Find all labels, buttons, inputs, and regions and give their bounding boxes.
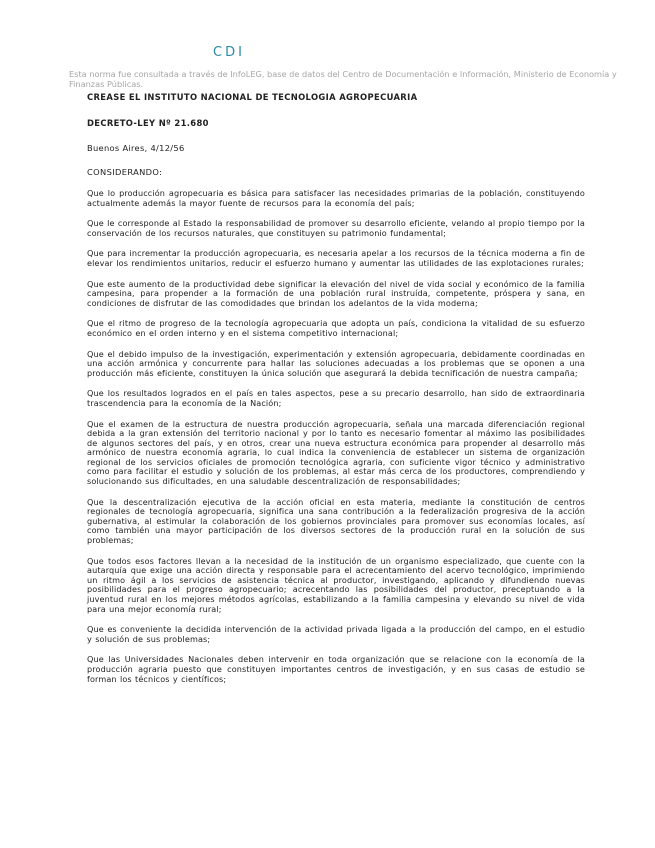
paragraph: Que es conveniente la decidida intervención de la actividad privada ligada a la producción del campo, en el estudio y solución de sus problemas; xyxy=(87,624,585,644)
decree-body xyxy=(87,92,585,695)
cdi-logo: CDI xyxy=(213,45,245,60)
considerando-heading: CONSIDERANDO: xyxy=(87,167,163,177)
decree-title: CREASE EL INSTITUTO NACIONAL DE TECNOLOGIA AGROPECUARIA xyxy=(87,92,418,102)
decree-number: DECRETO-LEY Nº 21.680 xyxy=(87,118,209,128)
paragraph: Que los resultados logrados en el país en tales aspectos, pese a su precario desarrollo, han sido de extraordinaria trascendencia para la economía de la Nación; xyxy=(87,388,585,408)
place-date: Buenos Aires, 4/12/56 xyxy=(87,143,185,153)
paragraph: Que este aumento de la productividad debe significar la elevación del nivel de vida social y económico de la familia campesina, para propender a la formación de una población rural instruída, competente, próspera y sana, en condiciones de disfrutar de las comodidades que brindan los adelantos de la vida moderna; xyxy=(87,278,585,308)
paragraph: Que para incrementar la producción agropecuaria, es necesaria apelar a los recursos de la técnica moderna a fin de elevar los rendimientos unitarios, reducir el esfuerzo humano y aumentar las utilidades de las explotaciones rurales; xyxy=(87,248,585,268)
source-notice: Esta norma fue consultada a través de InfoLEG, base de datos del Centro de Documentación e Información, Ministerio de Economía y Finanzas Públicas. xyxy=(69,69,617,89)
paragraph: Que le corresponde al Estado la responsabilidad de promover su desarrollo eficiente, velando al propio tiempo por la conservación de los recursos naturales, que constituyen su patrimonio fundamental; xyxy=(87,218,585,238)
paragraph: Que el debido impulso de la investigación, experimentación y extensión agropecuaria, debidamente coordinadas en una acción armónica y concurrente para hallar las soluciones adecuadas a los problemas que se oponen a una producción más eficiente, constituyen la única solución que asegurará la debida tecnificación de nuestra campaña; xyxy=(87,348,585,378)
paragraph: Que el ritmo de progreso de la tecnología agropecuaria que adopta un país, condiciona la vitalidad de su esfuerzo económico en el orden interno y en el sistema competitivo internacional; xyxy=(87,318,585,338)
paragraph: Que la descentralización ejecutiva de la acción oficial en esta materia, mediante la constitución de centros regionales de tecnología agropecuaria, significa una sana contribución a la federalización progresiva de la acción gubernativa, al estimular la colaboración de los gobiernos provinciales para promover sus economías locales, así como también una mayor participación de los diversos sectores de la producción rural en la solución de sus problemas; xyxy=(87,496,585,546)
paragraph: Que el examen de la estructura de nuestra producción agropecuaria, señala una marcada diferenciación regional debida a la gran extensión del territorio nacional y por lo tanto es necesario fomentar al máximo las posibilidades de algunos sectores del país, y en otros, crear una nueva estructura económica para propender al desarrollo más armónico de nuestra economía agraria, lo cual indica la conveniencia de establecer un sistema de organización regional de los servicios oficiales de promoción tecnológica agraria, con suficiente vigor técnico y administrativo como para facilitar el estudio y solución de los problemas, al estar más cerca de los productores, comprendiendo y solucionando sus dificultades, en una saludable descentralización de responsabilidades; xyxy=(87,418,585,487)
paragraph: Que las Universidades Nacionales deben intervenir en toda organización que se relacione con la economía de la producción agraria puesto que constituyen importantes centros de investigación, y en sus casas de estudio se forman los técnicos y científicos; xyxy=(87,654,585,684)
considerando-paragraphs xyxy=(87,189,585,684)
paragraph: Que lo producción agropecuaria es básica para satisfacer las necesidades primarias de la población, constituyendo actualmente además la mayor fuente de recursos para la economía del país; xyxy=(87,188,585,208)
paragraph: Que todos esos factores llevan a la necesidad de la institución de un organismo especializado, que cuente con la autarquía que exige una acción directa y responsable para el acrecentamiento del acervo tecnológico, imprimiendo un ritmo ágil a los servicios de asistencia técnica al productor, investigando, aplicando y difundiendo nuevas posibilidades para el progreso agropecuario; acrecentando las posibilidades del productor, preceptuando a la juventud rural en los mejores métodos agrícolas, estabilizando a la familia campesina y elevando su nivel de vida para una mejor economía rural; xyxy=(87,555,585,614)
